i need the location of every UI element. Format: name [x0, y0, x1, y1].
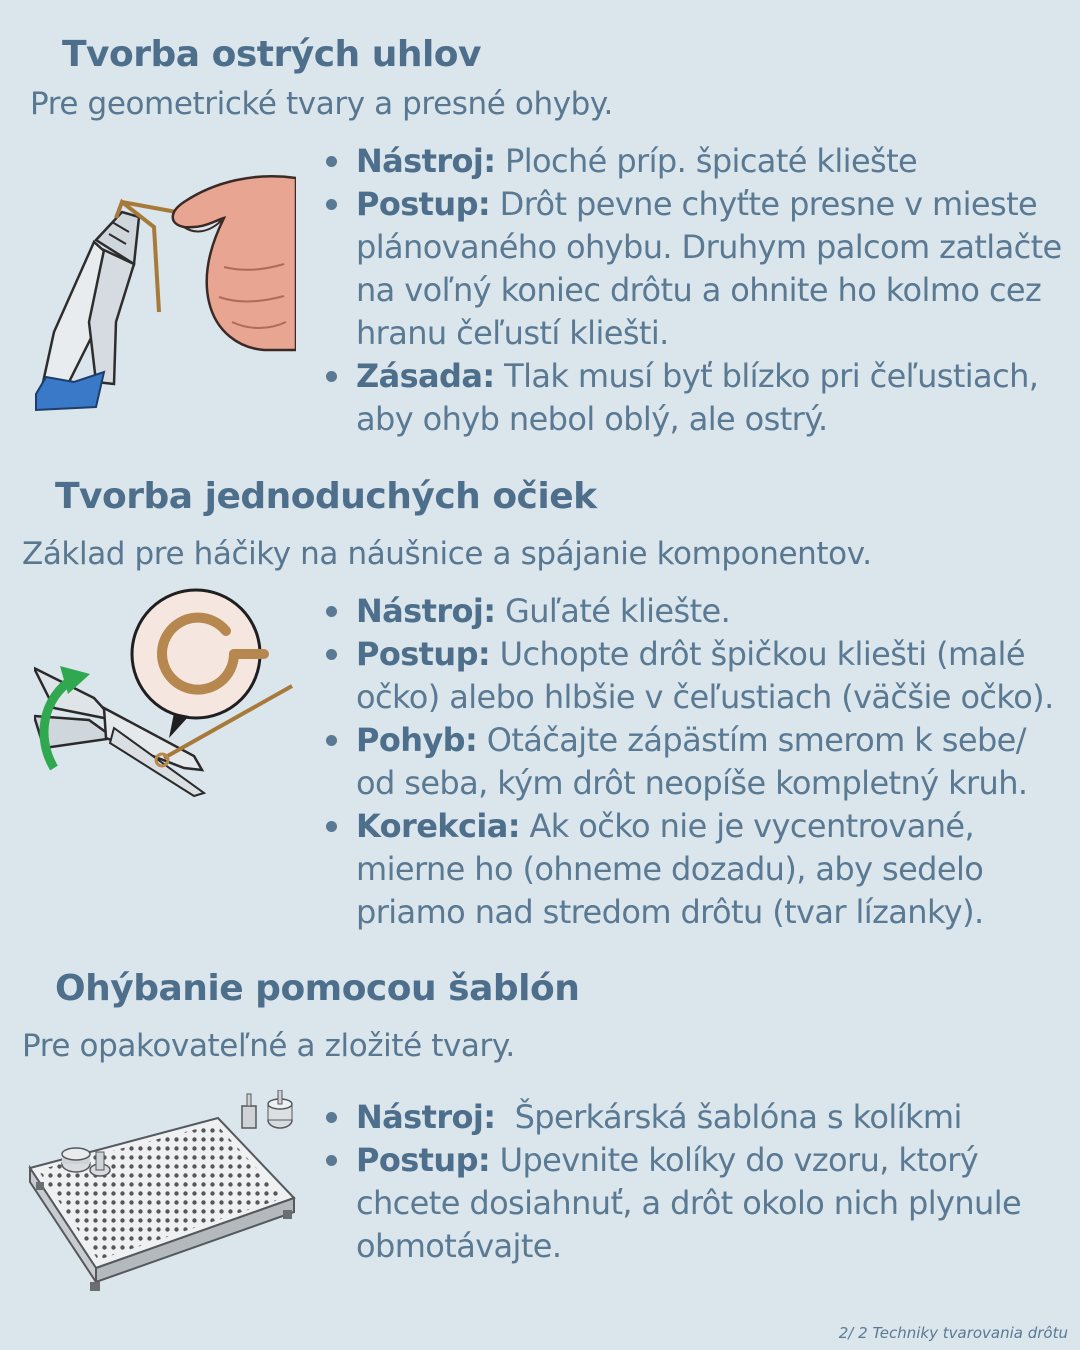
- list-item: [326, 805, 1066, 934]
- section-3-subtitle: Pre opakovateľné a zložité tvary.: [22, 1028, 515, 1064]
- item-text: Šperkárská šablóna s kolíkmi: [495, 1098, 962, 1136]
- bullet-dot: [326, 735, 337, 746]
- item-text: Guľaté kliešte.: [495, 592, 731, 630]
- jig-board-illustration: [28, 1090, 298, 1295]
- item-text: Otáčajte zápästím smerom k sebe/ od seba, kým drôt neopíše kompletný kruh.: [356, 721, 1028, 802]
- list-item: [326, 1096, 1066, 1139]
- list-item: [326, 355, 1066, 441]
- section-2-list: [326, 590, 1066, 934]
- item-text: Upevnite kolíky do vzoru, ktorý chcete dosiahnuť, a drôt okolo nich plynule obmotávajte.: [356, 1141, 1022, 1265]
- bullet-dot: [326, 649, 337, 660]
- bullet-dot: [326, 156, 337, 167]
- bullet-dot: [326, 821, 337, 832]
- round-nose-pliers-loop-illustration: [34, 588, 296, 808]
- item-key: Postup:: [356, 1141, 491, 1179]
- item-text: Tlak musí byť blízko pri čeľustiach, aby ohyb nebol oblý, ale ostrý.: [356, 357, 1039, 438]
- section-3-list: [326, 1096, 1066, 1268]
- page-footer: 2/ 2 Techniky tvarovania drôtu: [838, 1324, 1068, 1342]
- item-key: Pohyb:: [356, 721, 478, 759]
- bullet-dot: [326, 371, 337, 382]
- bullet-dot: [326, 1112, 337, 1123]
- list-item: [326, 140, 1066, 183]
- item-text: Drôt pevne chyťte presne v mieste plánovaného ohybu. Druhym palcom zatlačte na voľný koniec drôtu a ohnite ho kolmo cez hranu čeľustí kliešti.: [356, 185, 1062, 352]
- bullet-dot: [326, 606, 337, 617]
- section-2-subtitle: Základ pre háčiky na náušnice a spájanie komponentov.: [22, 536, 872, 572]
- item-key: Korekcia:: [356, 807, 520, 845]
- bullet-dot: [326, 1155, 337, 1166]
- section-2-title: Tvorba jednoduchých očiek: [55, 476, 597, 517]
- item-text: Ploché príp. špicaté kliešte: [495, 142, 918, 180]
- section-3-title: Ohýbanie pomocou šablón: [55, 968, 580, 1009]
- list-item: [326, 633, 1066, 719]
- pliers-hand-illustration: [34, 172, 296, 412]
- item-key: Postup:: [356, 185, 491, 223]
- list-item: [326, 719, 1066, 805]
- item-text: Ak očko nie je vycentrované, mierne ho (ohneme dozadu), aby sedelo priamo nad stredom drôtu (tvar lízanky).: [356, 807, 984, 931]
- item-key: Nástroj:: [356, 1098, 496, 1136]
- item-key: Postup:: [356, 635, 491, 673]
- list-item: [326, 590, 1066, 633]
- item-key: Zásada:: [356, 357, 495, 395]
- item-key: Nástroj:: [356, 592, 496, 630]
- section-1-list: [326, 140, 1066, 441]
- list-item: [326, 183, 1066, 355]
- section-1-subtitle: Pre geometrické tvary a presné ohyby.: [30, 86, 613, 122]
- list-item: [326, 1139, 1066, 1268]
- bullet-dot: [326, 199, 337, 210]
- section-1-title: Tvorba ostrých uhlov: [62, 34, 481, 75]
- item-key: Nástroj:: [356, 142, 496, 180]
- item-text: Uchopte drôt špičkou kliešti (malé očko) alebo hlbšie v čeľustiach (väčšie očko).: [356, 635, 1054, 716]
